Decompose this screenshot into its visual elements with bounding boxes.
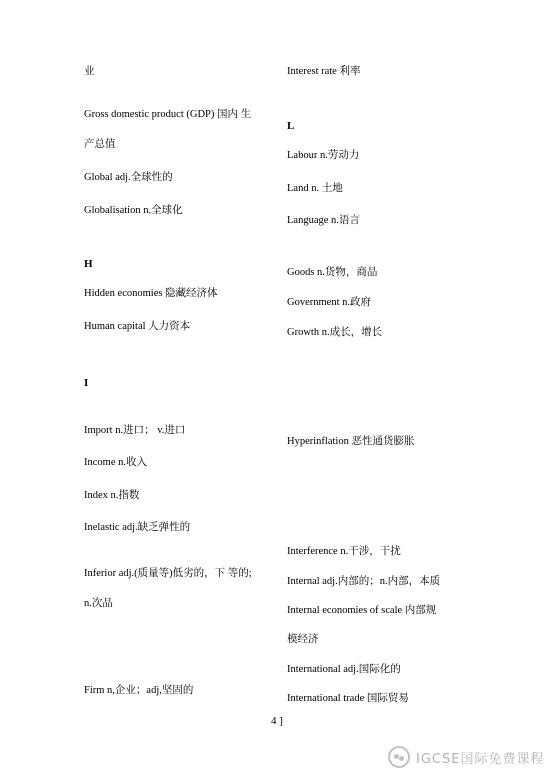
right-line-3: Land n. 土地 xyxy=(287,183,343,194)
left-line-5: Globalisation n.全球化 xyxy=(84,205,183,216)
wechat-icon xyxy=(388,746,410,768)
left-line-14: Firm n,企业；adj,坚固的 xyxy=(84,685,194,696)
right-line-2: Labour n.劳动力 xyxy=(287,150,360,161)
right-line-12: 模经济 xyxy=(287,634,319,645)
left-line-13: n.次品 xyxy=(84,598,113,609)
right-line-14: International trade 国际贸易 xyxy=(287,693,409,704)
left-line-12: Inferior adj.(质量等)低劣的，下 等的; xyxy=(84,568,252,579)
right-line-7: Growth n.成长，增长 xyxy=(287,327,383,338)
section-letter-h: H xyxy=(84,258,93,270)
right-line-1: Interest rate 利率 xyxy=(287,66,361,77)
right-line-11: Internal economies of scale 内部规 xyxy=(287,605,437,616)
left-line-9: Income n.收入 xyxy=(84,457,147,468)
left-line-11: Inelastic adj.缺乏弹性的 xyxy=(84,522,191,533)
section-letter-l: L xyxy=(287,120,295,132)
left-line-4: Global adj.全球性的 xyxy=(84,172,173,183)
right-line-8: Hyperinflation 恶性通货膨胀 xyxy=(287,436,415,447)
right-line-4: Language n.语言 xyxy=(287,215,360,226)
watermark xyxy=(388,744,550,770)
section-letter-i: I xyxy=(84,377,89,389)
watermark-text: IGCSE国际免费课程 xyxy=(416,751,545,767)
left-line-8: Import n.进口； v.进口 xyxy=(84,425,186,436)
left-line-7: Human capital 人力资本 xyxy=(84,321,191,332)
right-line-13: International adj.国际化的 xyxy=(287,664,401,675)
page-number: 4 ] xyxy=(271,715,283,727)
right-line-5: Goods n.货物，商品 xyxy=(287,267,378,278)
left-line-1: 业 xyxy=(84,66,95,77)
right-line-9: Interference n.干涉，干扰 xyxy=(287,546,401,557)
right-line-10: Internal adj.内部的；n.内部，本质 xyxy=(287,576,441,587)
left-line-3: 产总值 xyxy=(84,139,116,150)
left-line-6: Hidden economies 隐藏经济体 xyxy=(84,288,218,299)
left-line-10: Index n.指数 xyxy=(84,490,140,501)
right-line-6: Government n.政府 xyxy=(287,297,371,308)
left-line-2: Gross domestic product (GDP) 国内 生 xyxy=(84,109,252,120)
